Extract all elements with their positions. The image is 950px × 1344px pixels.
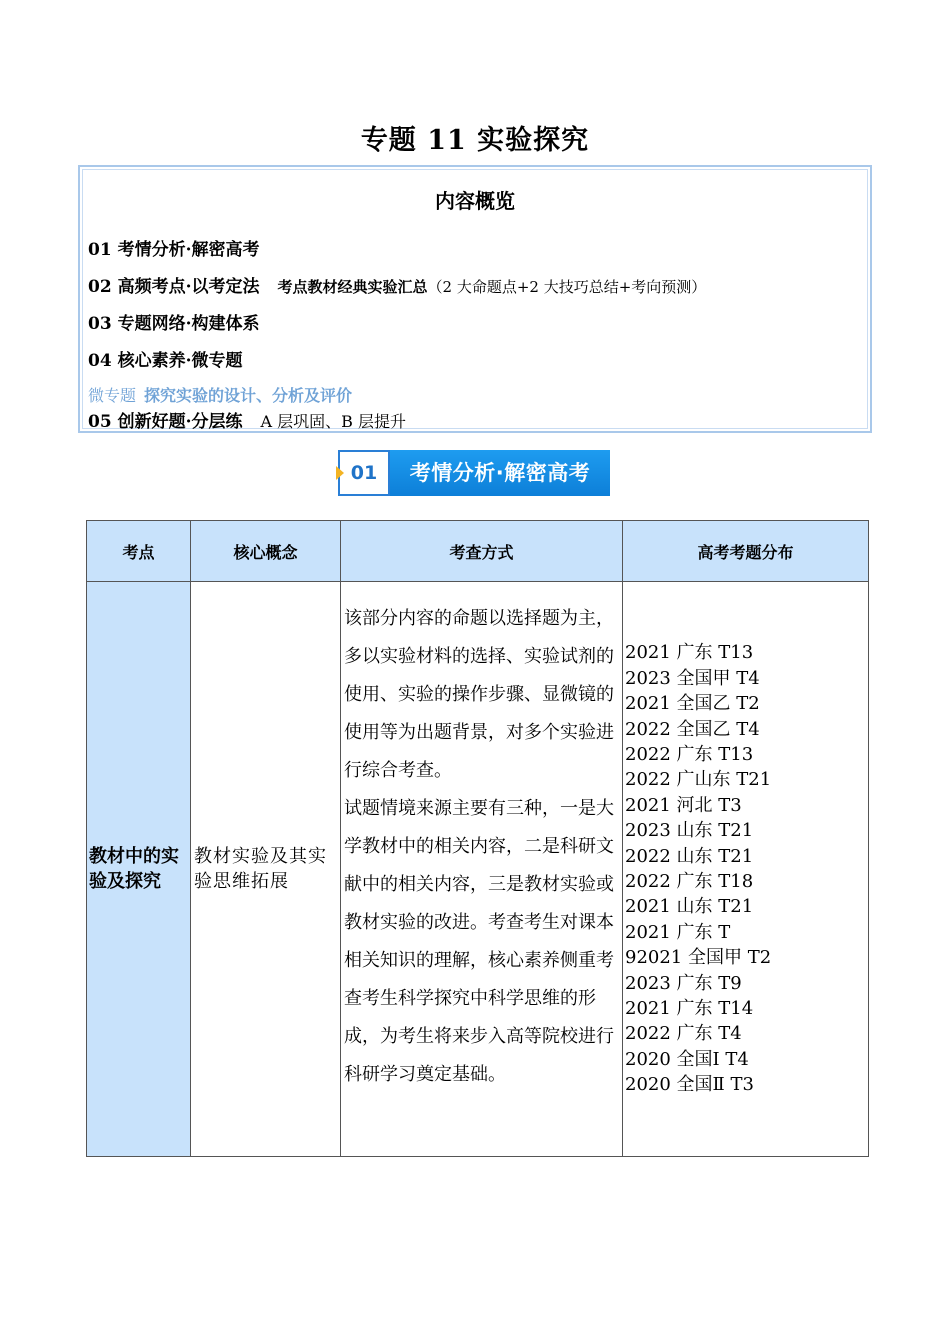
exam-analysis-table — [86, 520, 869, 1157]
distribution-item: 2023 广东 T9 — [625, 972, 742, 994]
page-title: 专题 11 实验探究 — [360, 125, 590, 156]
micro-topic-prefix: 微专题 — [88, 386, 137, 405]
distribution-item: 2021 广东 T — [625, 921, 731, 943]
overview-heading: 内容概览 — [435, 189, 515, 213]
overview-item-label: 01 考情分析·解密高考 — [88, 240, 260, 260]
distribution-item: 2021 广东 T13 — [625, 642, 754, 664]
table-header-row — [87, 521, 869, 582]
distribution-item: 2020 全国Ⅱ T3 — [625, 1074, 754, 1096]
distribution-item: 2020 全国Ⅰ T4 — [625, 1048, 749, 1070]
distribution-item: 92021 全国甲 T2 — [625, 947, 772, 969]
overview-item-label: 03 专题网络·构建体系 — [88, 314, 260, 334]
overview-item-02 — [88, 272, 706, 297]
overview-micro-topic — [88, 383, 352, 406]
micro-topic-title: 探究实验的设计、分析及评价 — [144, 386, 353, 405]
distribution-item: 2022 广东 T13 — [625, 743, 754, 765]
overview-item-note: A 层巩固、B 层提升 — [260, 412, 406, 431]
overview-item-note: （2 大命题点+2 大技巧总结+考向预测） — [427, 278, 707, 296]
distribution-item: 2021 广东 T14 — [625, 998, 754, 1020]
section-banner — [338, 450, 610, 496]
distribution-item: 2023 全国甲 T4 — [625, 667, 760, 689]
content-overview-box — [78, 165, 872, 433]
overview-item-03 — [88, 309, 260, 334]
distribution-item: 2022 广山东 T21 — [625, 769, 772, 791]
distribution-item: 2021 河北 T3 — [625, 794, 742, 816]
header-concept: 核心概念 — [191, 521, 341, 582]
table-row — [87, 582, 869, 1157]
distribution-item: 2022 山东 T21 — [625, 845, 754, 867]
header-topic: 考点 — [87, 521, 191, 582]
distribution-item: 2021 全国乙 T2 — [625, 693, 760, 715]
header-distribution: 高考考题分布 — [623, 521, 869, 582]
cell-concept: 教材实验及其实验思维拓展 — [191, 582, 341, 1157]
overview-item-label: 05 创新好题·分层练 — [88, 412, 243, 432]
distribution-item: 2023 山东 T21 — [625, 820, 754, 842]
overview-item-label: 04 核心素养·微专题 — [88, 351, 243, 371]
distribution-item: 2022 全国乙 T4 — [625, 718, 760, 740]
distribution-item: 2021 山东 T21 — [625, 896, 754, 918]
overview-item-label: 02 高频考点·以考定法 — [88, 277, 260, 297]
method-paragraph-2: 试题情境来源主要有三种，一是大学教材中的相关内容，二是科研文献中的相关内容，三是教材实验或教材实验的改进。考查考生对课本相关知识的理解，核心素养侧重考查考生科学探究中科学思维的形成，为考生将来步入高等院校进行科研学习奠定基础。 — [344, 798, 614, 1085]
distribution-item: 2022 广东 T4 — [625, 1023, 742, 1045]
method-paragraph-1: 该部分内容的命题以选择题为主，多以实验材料的选择、实验试剂的使用、实验的操作步骤、显微镜的使用等为出题背景，对多个实验进行综合考查。 — [344, 608, 614, 781]
banner-arrow-icon — [336, 466, 344, 480]
header-method: 考查方式 — [341, 521, 623, 582]
overview-item-sub: 考点教材经典实验汇总 — [277, 278, 428, 296]
cell-method — [341, 582, 623, 1157]
cell-topic: 教材中的实验及探究 — [87, 582, 191, 1157]
cell-distribution — [623, 582, 869, 1157]
overview-item-04 — [88, 346, 243, 371]
overview-item-05 — [88, 407, 406, 432]
section-number: 01 — [338, 450, 390, 496]
distribution-item: 2022 广东 T18 — [625, 871, 754, 892]
section-label: 考情分析·解密高考 — [390, 450, 610, 496]
overview-item-01 — [88, 235, 260, 260]
